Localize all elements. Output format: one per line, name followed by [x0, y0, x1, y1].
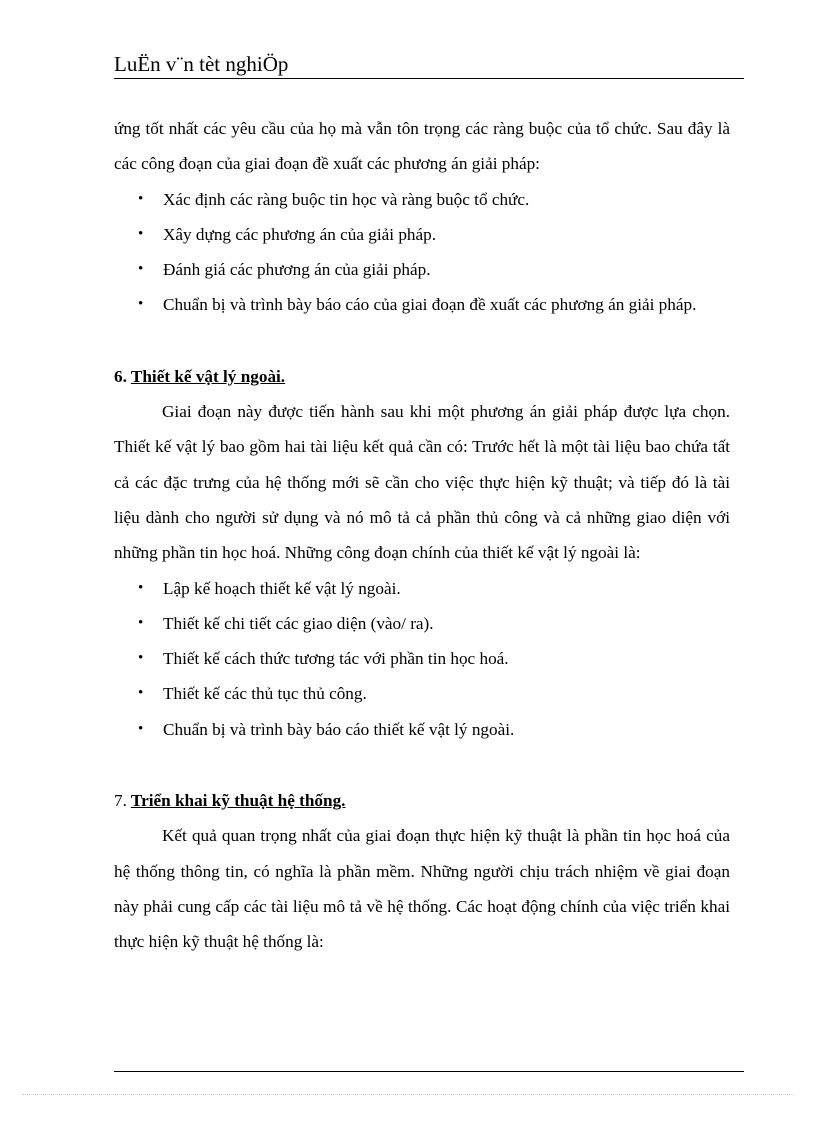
- list-item: • Thiết kế các thủ tục thủ công.: [114, 676, 730, 711]
- intro-paragraph: ứng tốt nhất các yêu cầu của họ mà vẫn tôn trọng các ràng buộc của tổ chức. Sau đây là các công đoạn của giai đoạn đề xuất các phương án giải pháp:: [114, 119, 730, 174]
- bullet-icon: •: [138, 190, 144, 207]
- section-6-paragraph: Giai đoạn này được tiến hành sau khi một phương án giải pháp được lựa chọn. Thiết kế vật lý bao gồm hai tài liệu kết quả cần có: Trước hết là một tài liệu bao chứa tất cả các đặc trưng của hệ thống mới sẽ cần cho việc thực hiện kỹ thuật; và tiếp đó là tài liệu dành cho người sử dụng và nó mô tả cả phần thủ công và cả những giao diện với những phần tin học hoá. Những công đoạn chính của thiết kế vật lý ngoài là:: [114, 402, 730, 563]
- bullet-icon: •: [138, 650, 144, 667]
- list-external-design: [114, 571, 730, 747]
- list-item: • Lập kế hoạch thiết kế vật lý ngoài.: [114, 571, 730, 606]
- bullet-icon: •: [138, 296, 144, 313]
- footer-rule: [114, 1071, 744, 1072]
- bullet-icon: •: [138, 579, 144, 596]
- bullet-icon: •: [138, 720, 144, 737]
- list-item: • Xây dựng các phương án của giải pháp.: [114, 217, 730, 252]
- section-number: 7.: [114, 791, 127, 811]
- section-title: Triển khai kỹ thuật hệ thống.: [130, 791, 346, 811]
- section-title: Thiết kế vật lý ngoài.: [130, 366, 286, 386]
- list-item: • Đánh giá các phương án của giải pháp.: [114, 252, 730, 287]
- section-heading-7: [114, 783, 730, 818]
- bullet-icon: •: [138, 614, 144, 631]
- section-heading-6: [114, 359, 730, 394]
- bullet-icon: •: [138, 225, 144, 242]
- bullet-icon: •: [138, 685, 144, 702]
- page-edge: [22, 1094, 794, 1095]
- list-phase-proposal: [114, 182, 730, 323]
- list-item: • Xác định các ràng buộc tin học và ràng buộc tổ chức.: [114, 182, 730, 217]
- page-header-title: LuËn v¨n tèt nghiÖp: [114, 52, 289, 76]
- header-rule: [114, 78, 744, 79]
- list-item: • Chuẩn bị và trình bày báo cáo của giai đoạn đề xuất các phương án giải pháp.: [114, 287, 730, 322]
- list-item: • Thiết kế chi tiết các giao diện (vào/ ra).: [114, 606, 730, 641]
- list-item: • Chuẩn bị và trình bày báo cáo thiết kế vật lý ngoài.: [114, 712, 730, 747]
- list-item: • Thiết kế cách thức tương tác với phần tin học hoá.: [114, 641, 730, 676]
- section-7-paragraph: Kết quả quan trọng nhất của giai đoạn thực hiện kỹ thuật là phần tin học hoá của hệ thống thông tin, có nghĩa là phần mềm. Những người chịu trách nhiệm về giai đoạn này phải cung cấp các tài liệu mô tả về hệ thống. Các hoạt động chính của việc triển khai thực hiện kỹ thuật hệ thống là:: [114, 826, 730, 952]
- document-body: [114, 111, 730, 960]
- bullet-icon: •: [138, 261, 144, 278]
- section-number: 6.: [114, 366, 127, 386]
